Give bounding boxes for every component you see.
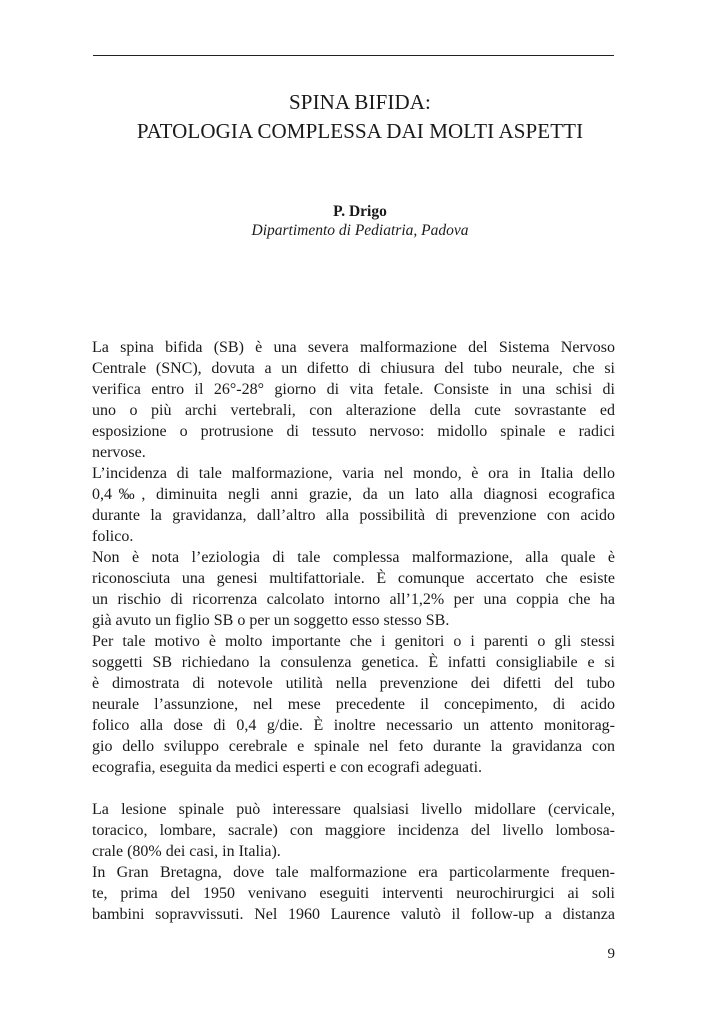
text-line: esposizione o protrusione di tessuto nervoso: midollo spinale e radici bbox=[92, 423, 615, 440]
text-line: L’incidenza di tale malformazione, varia nel mondo, è ora in Italia dello bbox=[92, 465, 615, 482]
text-line: soggetti SB richiedano la consulenza genetica. È infatti consigliabile e si bbox=[92, 654, 615, 671]
text-line: folico. bbox=[92, 528, 134, 545]
text-line: bambini sopravvissuti. Nel 1960 Laurence valutò il follow-up a distanza bbox=[92, 906, 615, 923]
paragraph-2 bbox=[92, 799, 615, 925]
author-affiliation: Dipartimento di Pediatria, Padova bbox=[251, 222, 469, 239]
text-line: La lesione spinale può interessare qualsiasi livello midollare (cervicale, bbox=[92, 801, 615, 818]
paragraph-1 bbox=[92, 337, 615, 778]
header-rule bbox=[93, 55, 614, 56]
title-line-1: SPINA BIFIDA: bbox=[289, 90, 431, 114]
text-line: 0,4‰, diminuita negli anni grazie, da un lato alla diagnosi ecografica bbox=[92, 486, 615, 503]
text-line: Per tale motivo è molto importante che i genitori o i parenti o gli stessi bbox=[92, 633, 615, 650]
text-line: verifica entro il 26°-28° giorno di vita fetale. Consiste in una schisi di bbox=[92, 381, 615, 398]
page-number: 9 bbox=[607, 946, 615, 962]
text-line: durante la gravidanza, dall’altro alla possibilità di prevenzione con acido bbox=[92, 507, 615, 524]
text-line: Non è nota l’eziologia di tale complessa malformazione, alla quale è bbox=[92, 549, 615, 566]
text-line: nervose. bbox=[92, 444, 146, 461]
text-line: riconosciuta una genesi multifattoriale. È comunque accertato che esiste bbox=[92, 570, 615, 587]
text-line: folico alla dose di 0,4 g/die. È inoltre necessario un attento monitorag- bbox=[92, 717, 615, 734]
text-line: già avuto un figlio SB o per un soggetto esso stesso SB. bbox=[92, 612, 450, 629]
text-line: La spina bifida (SB) è una severa malformazione del Sistema Nervoso bbox=[92, 339, 615, 356]
text-line: In Gran Bretagna, dove tale malformazione era particolarmente frequen- bbox=[92, 864, 615, 881]
title-line-2: PATOLOGIA COMPLESSA DAI MOLTI ASPETTI bbox=[136, 119, 584, 143]
article-body bbox=[92, 337, 615, 925]
text-line: ecografia, eseguita da medici esperti e con ecografi adeguati. bbox=[92, 759, 483, 776]
text-line: è dimostrata di notevole utilità nella prevenzione dei difetti del tubo bbox=[92, 675, 615, 692]
text-line: Centrale (SNC), dovuta a un difetto di chiusura del tubo neurale, che si bbox=[92, 360, 615, 377]
text-line: gio dello sviluppo cerebrale e spinale nel feto durante la gravidanza con bbox=[92, 738, 615, 755]
text-line: crale (80% dei casi, in Italia). bbox=[92, 843, 281, 860]
article-title bbox=[60, 88, 660, 146]
text-line: neurale l’assunzione, nel mese precedente il concepimento, di acido bbox=[92, 696, 615, 713]
text-line: uno o più archi vertebrali, con alterazione della cute sovrastante ed bbox=[92, 402, 615, 419]
text-line: un rischio di ricorrenza calcolato intorno all’1,2% per una coppia che ha bbox=[92, 591, 615, 608]
author-name: P. Drigo bbox=[333, 203, 387, 220]
text-line: te, prima del 1950 venivano eseguiti interventi neurochirurgici ai soli bbox=[92, 885, 615, 902]
text-line: toracico, lombare, sacrale) con maggiore incidenza del livello lombosa- bbox=[92, 822, 615, 839]
